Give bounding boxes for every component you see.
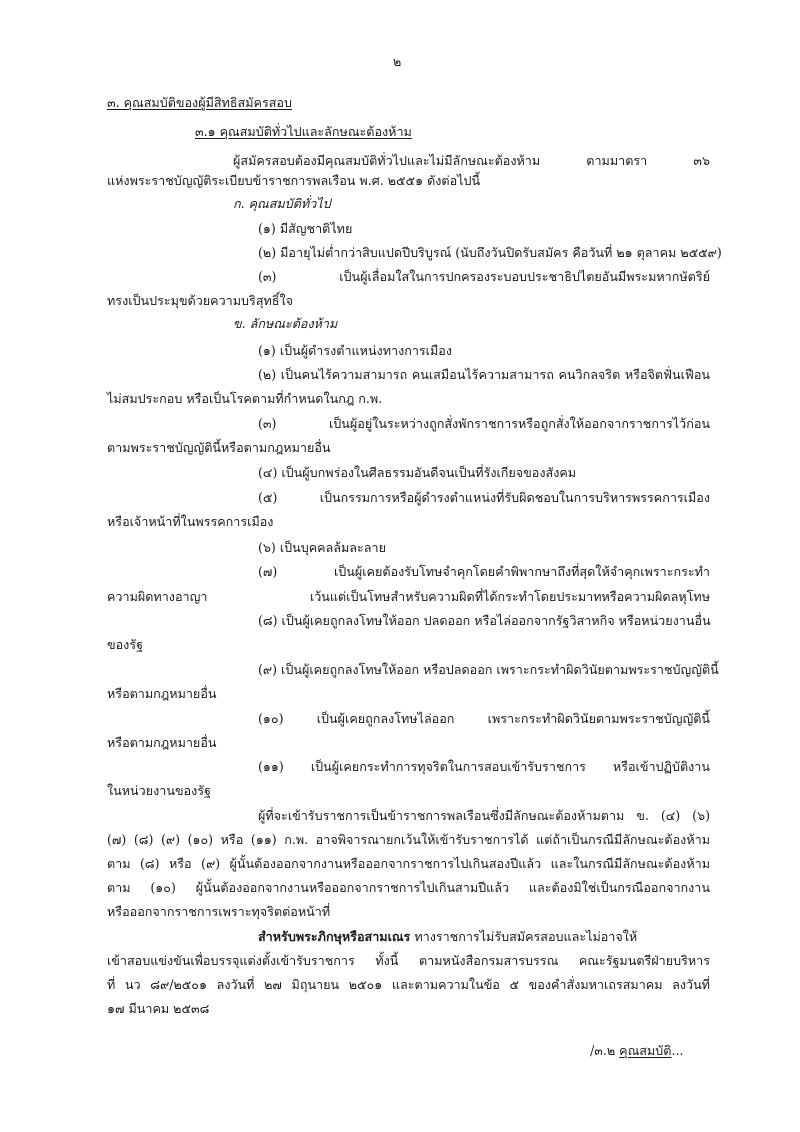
- exemption-paragraph: หรือออกจากราชการเพราะทุจริตต่อหน้าที่: [107, 904, 331, 919]
- intro-text: แห่งพระราชบัญญัติระเบียบข้าราชการพลเรือน พ.ศ. ๒๕๕๑ ดังต่อไปนี้: [107, 173, 481, 188]
- list-item: (๖) เป็นบุคคลล้มละลาย: [258, 540, 386, 555]
- list-item: (๓) เป็นผู้อยู่ในระหว่างถูกสั่งพักราชการหรือถูกสั่งให้ออกจากราชการไว้ก่อน: [258, 416, 710, 431]
- list-item: หรือเจ้าหน้าที่ในพรรคการเมือง: [107, 514, 274, 529]
- prohibited-characteristics-title: ข. ลักษณะต้องห้าม: [233, 316, 338, 331]
- continuation-marker: [590, 1043, 683, 1059]
- list-item: ความผิดทางอาญา เว้นแต่เป็นโทษสำหรับความผิดที่ได้กระทำโดยประมาทหรือความผิดลหุโทษ: [107, 589, 710, 604]
- list-item: (๒) มีอายุไม่ต่ำกว่าสิบแปดปีบริบูรณ์ (นับถึงวันปิดรับสมัคร คือวันที่ ๒๑ ตุลาคม ๒๕๕๙): [258, 245, 722, 260]
- exemption-paragraph: ผู้ที่จะเข้ารับราชการเป็นข้าราชการพลเรือนซึ่งมีลักษณะต้องห้ามตาม ข. (๔) (๖): [258, 808, 710, 823]
- intro-text: ผู้สมัครสอบต้องมีคุณสมบัติทั่วไปและไม่มีลักษณะต้องห้าม ตามมาตรา ๓๖: [233, 153, 710, 168]
- list-item: (๕) เป็นกรรมการหรือผู้ดำรงตำแหน่งที่รับผิดชอบในการบริหารพรรคการเมือง: [258, 490, 710, 505]
- exemption-paragraph: ตาม (๑๐) ผู้นั้นต้องออกจากงานหรือออกจากราชการไปเกินสามปีแล้ว และต้องมิใช่เป็นกรณีออกจากงาน: [107, 880, 710, 895]
- continuation-label: คุณสมบัติ: [619, 1043, 672, 1058]
- list-item: (๑) เป็นผู้ดำรงตำแหน่งทางการเมือง: [258, 343, 453, 358]
- list-item: (๔) เป็นผู้บกพร่องในศีลธรรมอันดีจนเป็นที่รังเกียจของสังคม: [258, 465, 577, 480]
- monks-line1-rest: ทางราชการไม่รับสมัครสอบและไม่อาจให้: [410, 929, 638, 944]
- list-item: (๗) เป็นผู้เคยต้องรับโทษจำคุกโดยคำพิพากษาถึงที่สุดให้จำคุกเพราะกระทำ: [258, 564, 710, 579]
- list-item: (๑๑) เป็นผู้เคยกระทำการทุจริตในการสอบเข้ารับราชการ หรือเข้าปฏิบัติงาน: [258, 759, 710, 774]
- monks-paragraph: [258, 929, 637, 945]
- section-subheading: ๓.๑ คุณสมบัติทั่วไปและลักษณะต้องห้าม: [195, 124, 412, 139]
- general-qualifications-title: ก. คุณสมบัติทั่วไป: [233, 196, 331, 211]
- list-item: ในหน่วยงานของรัฐ: [107, 783, 211, 798]
- monks-paragraph: ที่ นว ๘๙/๒๕๐๑ ลงวันที่ ๒๗ มิถุนายน ๒๕๐๑ และตามความในข้อ ๕ ของคำสั่งมหาเถรสมาคม ลงวันที่: [107, 977, 710, 992]
- continuation-suffix: ...: [671, 1043, 684, 1058]
- continuation-prefix: /๓.๒: [590, 1043, 620, 1058]
- list-item: ตามพระราชบัญญัตินี้หรือตามกฎหมายอื่น: [107, 440, 331, 455]
- list-item: (๙) เป็นผู้เคยถูกลงโทษให้ออก หรือปลดออก เพราะกระทำผิดวินัยตามพระราชบัญญัตินี้: [258, 662, 719, 677]
- list-item: (๓) เป็นผู้เลื่อมใสในการปกครองระบอบประชาธิปไตยอันมีพระมหากษัตริย์: [258, 269, 710, 284]
- list-item: หรือตามกฎหมายอื่น: [107, 735, 217, 750]
- list-item: ของรัฐ: [107, 637, 144, 652]
- exemption-paragraph: ตาม (๘) หรือ (๙) ผู้นั้นต้องออกจากงานหรือออกจากราชการไปเกินสองปีแล้ว และในกรณีมีลักษณะต้องห้าม: [107, 856, 710, 871]
- page-number: ๒: [393, 54, 402, 69]
- list-item: (๑๐) เป็นผู้เคยถูกลงโทษไล่ออก เพราะกระทำผิดวินัยตามพระราชบัญญัตินี้: [258, 711, 710, 726]
- list-item: ไม่สมประกอบ หรือเป็นโรคตามที่กำหนดในกฎ ก.พ.: [107, 391, 383, 406]
- monks-paragraph: เข้าสอบแข่งขันเพื่อบรรจุแต่งตั้งเข้ารับราชการ ทั้งนี้ ตามหนังสือกรมสารบรรณ คณะรัฐมนตรีฝ่ายบริหาร: [107, 953, 710, 968]
- monks-bold-lead: สำหรับพระภิกษุหรือสามเณร: [258, 929, 411, 944]
- list-item: หรือตามกฎหมายอื่น: [107, 686, 217, 701]
- monks-paragraph: ๑๗ มีนาคม ๒๕๓๘: [107, 1001, 210, 1016]
- section-heading: ๓. คุณสมบัติของผู้มีสิทธิสมัครสอบ: [107, 95, 292, 110]
- list-item: (๒) เป็นคนไร้ความสามารถ คนเสมือนไร้ความสามารถ คนวิกลจริต หรือจิตฟั่นเฟือน: [258, 367, 710, 382]
- list-item: (๑) มีสัญชาติไทย: [258, 221, 353, 236]
- exemption-paragraph: (๗) (๘) (๙) (๑๐) หรือ (๑๑) ก.พ. อาจพิจารณายกเว้นให้เข้ารับราชการได้ แต่ถ้าเป็นกรณีมีลักษณะต้องห้าม: [107, 832, 710, 847]
- list-item: ทรงเป็นประมุขด้วยความบริสุทธิ์ใจ: [107, 293, 294, 308]
- list-item: (๘) เป็นผู้เคยถูกลงโทษให้ออก ปลดออก หรือไล่ออกจากรัฐวิสาหกิจ หรือหน่วยงานอื่น: [258, 613, 711, 628]
